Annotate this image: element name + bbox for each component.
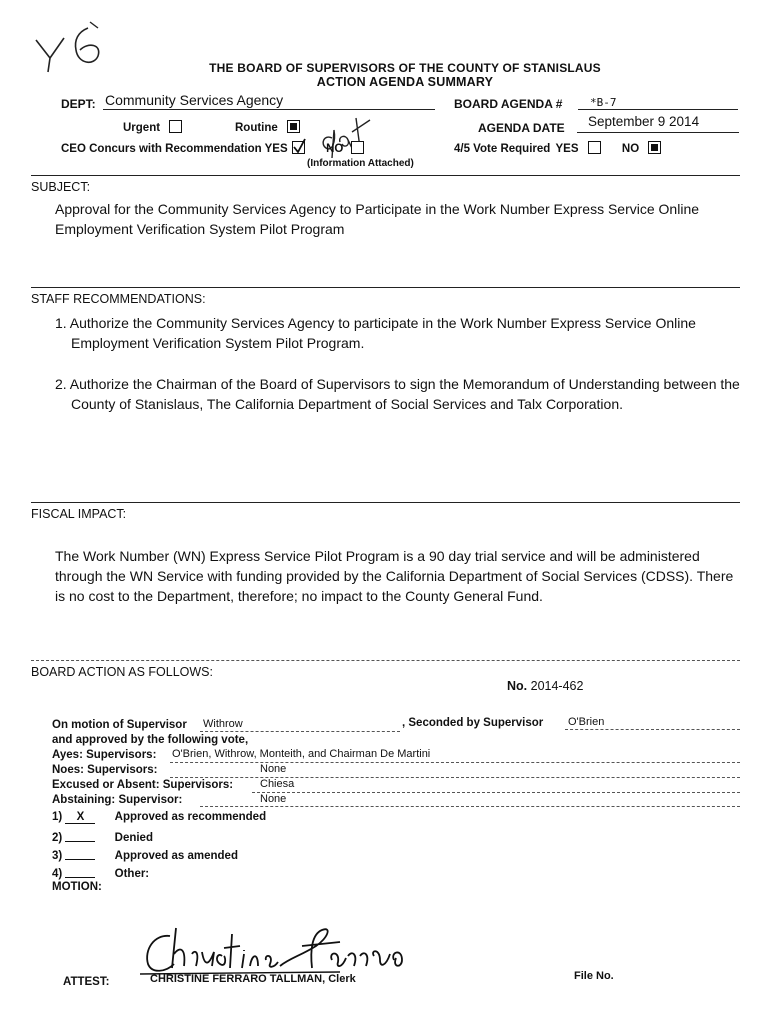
ceo-initials-signature [310, 108, 380, 164]
dept-label: DEPT: [61, 97, 96, 111]
agenda-date-label: AGENDA DATE [478, 121, 565, 135]
ceo-no-label: NO [326, 143, 344, 155]
option-3[interactable] [52, 847, 238, 862]
option-4-number: 4) [52, 868, 63, 880]
vote45-no-label: NO [621, 143, 640, 155]
check-mark-icon [292, 138, 306, 154]
vote45-yes-label: YES [555, 143, 579, 155]
option-1-label: Approved as recommended [114, 811, 267, 823]
ceo-yes-checkbox[interactable] [292, 141, 305, 154]
motion-footer: MOTION: [52, 881, 102, 893]
clerk-signature [140, 920, 430, 980]
attest-label: ATTEST: [63, 976, 110, 988]
option-1-mark: X [65, 811, 95, 824]
vote45-field [454, 141, 661, 155]
staff-label: STAFF RECOMMENDATIONS: [31, 292, 206, 306]
urgent-field [123, 120, 182, 134]
motion-underline [200, 731, 400, 732]
option-2[interactable] [52, 829, 153, 844]
board-action-number [507, 679, 583, 693]
excused-label: Excused or Absent: Supervisors: [52, 779, 234, 791]
board-action-no-value: 2014-462 [530, 679, 584, 693]
dept-underline [103, 109, 435, 110]
abstaining-label: Abstaining: Supervisor: [52, 794, 183, 806]
urgent-checkbox[interactable] [169, 120, 182, 133]
header-line-2: ACTION AGENDA SUMMARY [316, 75, 494, 89]
option-1[interactable] [52, 811, 266, 824]
file-no-label: File No. [574, 970, 614, 982]
ceo-yes-label: YES [264, 143, 288, 155]
subject-label: SUBJECT: [31, 180, 91, 194]
fiscal-text: The Work Number (WN) Express Service Pilot Program is a 90 day trial service and will be administered through the WN Service with funding provided by the California Department of Social Services (CDSS). There is no cost to the Department, therefore; no impact to the County General Fund. [55, 548, 734, 604]
ceo-field [61, 141, 364, 155]
urgent-label: Urgent [123, 122, 161, 134]
ayes-value: O'Brien, Withrow, Monteith, and Chairman De Martini [172, 748, 431, 760]
option-2-number: 2) [52, 832, 63, 844]
motion-value: Withrow [203, 718, 243, 730]
routine-field [235, 120, 300, 134]
abstaining-value: None [260, 793, 287, 805]
seconded-label: , Seconded by Supervisor [402, 717, 544, 729]
board-agenda-label: BOARD AGENDA # [454, 97, 563, 111]
board-agenda-underline [578, 109, 738, 110]
board-action-no-label: No. [507, 679, 528, 693]
staff-item-2: 2. Authorize the Chairman of the Board of Supervisors to sign the Memorandum of Understanding between the County of Stanislaus, The California Department of Social Services and Talx Corporation. [55, 376, 740, 412]
ceo-label: CEO Concurs with Recommendation [61, 143, 262, 155]
excused-underline [252, 792, 740, 793]
option-2-mark [65, 829, 95, 842]
header-divider [31, 175, 740, 176]
seconded-value: O'Brien [568, 716, 605, 728]
staff-item-1: 1. Authorize the Community Services Agency to participate in the Work Number Express Service Online Employment Verification System Pilot Program. [55, 315, 696, 351]
noes-underline [170, 777, 740, 778]
header-line-1: THE BOARD OF SUPERVISORS OF THE COUNTY OF STANISLAUS [209, 61, 601, 75]
dept-value: Community Services Agency [105, 92, 284, 108]
board-agenda-value: *B-7 [590, 96, 617, 109]
approved-line: and approved by the following vote, [52, 734, 249, 746]
subject-divider [31, 287, 740, 288]
ayes-underline [170, 762, 740, 763]
option-1-number: 1) [52, 811, 63, 823]
ayes-label: Ayes: Supervisors: [52, 749, 157, 761]
agenda-date-underline [577, 132, 739, 133]
routine-label: Routine [235, 122, 278, 134]
fiscal-divider [31, 660, 740, 661]
excused-value: Chiesa [260, 778, 295, 790]
seconded-underline [565, 729, 740, 730]
option-4-label: Other: [114, 868, 150, 880]
ceo-no-checkbox[interactable] [351, 141, 364, 154]
option-2-label: Denied [114, 832, 153, 844]
abstaining-underline [200, 806, 740, 807]
vote45-yes-checkbox[interactable] [588, 141, 601, 154]
vote45-no-checkbox[interactable] [648, 141, 661, 154]
clerk-name: CHRISTINE FERRARO TALLMAN, Clerk [150, 973, 356, 985]
agenda-date-value: September 9 2014 [588, 114, 700, 129]
noes-value: None [260, 763, 287, 775]
ceo-info-note: (Information Attached) [307, 158, 414, 169]
noes-label: Noes: Supervisors: [52, 764, 158, 776]
subject-text: Approval for the Community Services Agency to Participate in the Work Number Express Service Online Employment Verification System Pilot Program [55, 201, 700, 237]
option-3-label: Approved as amended [114, 850, 238, 862]
fiscal-label: FISCAL IMPACT: [31, 507, 127, 521]
staff-divider [31, 502, 740, 503]
vote45-label: 4/5 Vote Required [454, 143, 551, 155]
option-4-mark [65, 865, 95, 878]
option-4[interactable] [52, 865, 149, 880]
option-3-mark [65, 847, 95, 860]
option-3-number: 3) [52, 850, 63, 862]
motion-label: On motion of Supervisor [52, 719, 187, 731]
board-action-label: BOARD ACTION AS FOLLOWS: [31, 665, 213, 679]
routine-checkbox[interactable] [287, 120, 300, 133]
